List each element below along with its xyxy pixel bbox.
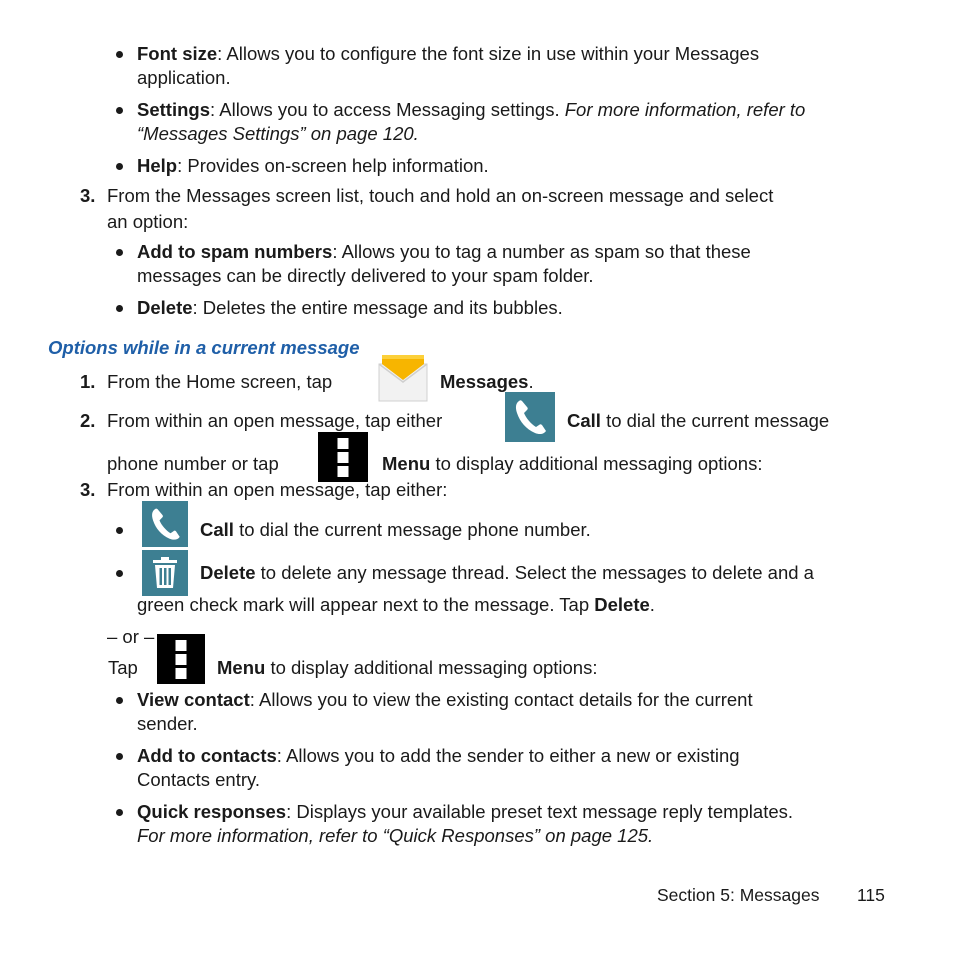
step-number: 3. xyxy=(80,479,96,500)
phone-icon xyxy=(505,392,555,442)
list-item xyxy=(200,518,591,542)
item-text: : Allows you to tag a number as spam so that these xyxy=(332,241,751,262)
list-item-cont: Contacts entry. xyxy=(137,769,261,790)
list-item xyxy=(137,98,805,122)
menu-dots-icon xyxy=(318,432,368,482)
list-item-cont: messages can be directly delivered to your spam folder. xyxy=(137,265,594,286)
bullet-dot xyxy=(116,527,123,534)
list-item xyxy=(137,42,759,66)
bullet-dot xyxy=(116,570,123,577)
list-item xyxy=(137,240,751,264)
list-item-cont: application. xyxy=(137,67,231,88)
item-text: : Allows you to add the sender to either a new or existing xyxy=(276,745,740,766)
call-term: Call xyxy=(567,410,601,431)
period: . xyxy=(528,371,534,392)
step-text: From within an open message, tap either xyxy=(107,410,443,431)
step-text: From the Messages screen list, touch and hold an on-screen message and select xyxy=(107,185,774,206)
step-text: to display additional messaging options: xyxy=(430,453,763,474)
item-text: : Allows you to access Messaging settings. xyxy=(209,99,565,120)
term: Help xyxy=(137,155,178,176)
or-separator: – or – xyxy=(107,626,155,647)
phone-icon xyxy=(142,501,188,547)
list-item xyxy=(137,800,793,824)
list-item xyxy=(137,688,753,712)
section-heading: Options while in a current message xyxy=(48,337,360,358)
term: Settings xyxy=(137,99,210,120)
menu-term: Menu xyxy=(217,657,266,678)
term: Add to spam numbers xyxy=(137,241,333,262)
bullet-dot xyxy=(116,163,123,170)
bullet-dot xyxy=(116,305,123,312)
tap-line xyxy=(217,656,598,680)
list-item xyxy=(137,296,563,320)
tap-text: to display additional messaging options: xyxy=(265,657,598,678)
item-text: : Displays your available preset text message reply templates. xyxy=(286,801,794,822)
item-text: : Allows you to configure the font size in use within your Messages xyxy=(217,43,760,64)
term: View contact xyxy=(137,689,250,710)
list-item-cont: For more information, refer to “Quick Responses” on page 125. xyxy=(137,825,654,846)
list-item-cont: “Messages Settings” on page 120. xyxy=(137,123,419,144)
step-number: 2. xyxy=(80,410,96,431)
item-text: : Provides on-screen help information. xyxy=(177,155,489,176)
item-text: to dial the current message phone number. xyxy=(233,519,591,540)
delete-term: Delete xyxy=(594,594,650,615)
item-text: : Allows you to view the existing contact details for the current xyxy=(249,689,753,710)
step-text: From the Home screen, tap xyxy=(107,371,333,392)
footer-section: Section 5: Messages xyxy=(657,885,820,905)
menu-term: Menu xyxy=(382,453,431,474)
bullet-dot xyxy=(116,697,123,704)
term: Quick responses xyxy=(137,801,287,822)
list-item-cont: sender. xyxy=(137,713,198,734)
item-italic: For more information, refer to xyxy=(564,99,806,120)
step-term xyxy=(382,452,763,476)
call-term: Call xyxy=(200,519,234,540)
step-term xyxy=(567,409,829,433)
bullet-dot xyxy=(116,107,123,114)
step-text-cont: phone number or tap xyxy=(107,453,279,474)
step-number: 3. xyxy=(80,185,96,206)
item-text: : Deletes the entire message and its bubbles. xyxy=(192,297,563,318)
list-item-cont xyxy=(137,593,655,617)
page-number: 115 xyxy=(857,885,885,905)
term: Delete xyxy=(137,297,193,318)
delete-term: Delete xyxy=(200,562,256,583)
item-text: to delete any message thread. Select the messages to delete and a xyxy=(255,562,814,583)
term: Font size xyxy=(137,43,218,64)
messages-term: Messages xyxy=(440,371,529,392)
step-text: From within an open message, tap either: xyxy=(107,479,448,500)
step-text-cont: an option: xyxy=(107,211,189,232)
step-text: to dial the current message xyxy=(600,410,830,431)
bullet-dot xyxy=(116,753,123,760)
bullet-dot xyxy=(116,249,123,256)
bullet-dot xyxy=(116,809,123,816)
period: . xyxy=(649,594,655,615)
step-term xyxy=(440,370,534,394)
list-item xyxy=(200,561,814,585)
bullet-dot xyxy=(116,51,123,58)
list-item xyxy=(137,744,740,768)
tap-label: Tap xyxy=(108,657,138,678)
step-number: 1. xyxy=(80,371,96,392)
term: Add to contacts xyxy=(137,745,277,766)
trash-icon xyxy=(142,550,188,596)
item-text: green check mark will appear next to the message. Tap xyxy=(137,594,595,615)
menu-dots-icon xyxy=(157,634,205,684)
list-item xyxy=(137,154,489,178)
envelope-icon xyxy=(378,352,428,402)
